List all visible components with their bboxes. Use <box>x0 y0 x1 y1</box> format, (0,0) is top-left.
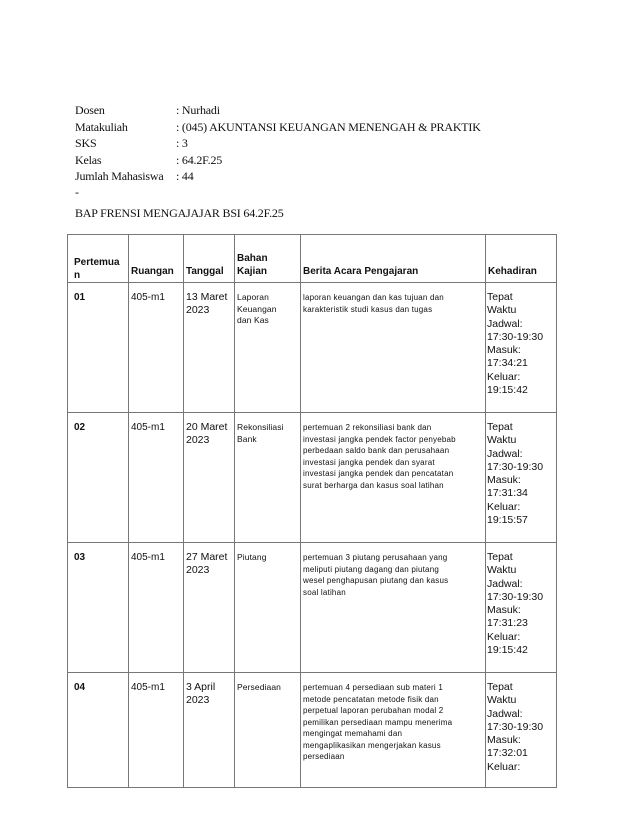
bahan-line: dan Kas <box>237 315 269 325</box>
dosen-value: : Nurhadi <box>176 103 220 117</box>
bahan-kajian-cell <box>235 283 301 413</box>
bahan-kajian-cell <box>235 543 301 673</box>
kehadiran-line: Masuk: <box>487 734 521 747</box>
berita-line: perpetual laporan perubahan modal 2 <box>303 706 444 715</box>
info-dash: - <box>75 184 79 199</box>
table-header-row <box>68 235 557 283</box>
berita-acara-cell <box>301 413 486 543</box>
kehadiran-line: 17:31:23 <box>487 617 528 630</box>
bahan-line: Keuangan <box>237 303 277 314</box>
kehadiran-line: 19:15:42 <box>487 384 528 397</box>
berita-line: meliputi piutang dagang dan piutang <box>303 564 439 574</box>
kelas-label: Kelas <box>75 152 102 167</box>
ruangan-cell: 405-m1 <box>129 543 184 673</box>
berita-acara-cell <box>301 283 486 413</box>
berita-line: investasi jangka pendek factor penyebab <box>303 434 456 444</box>
berita-line: pertemuan 2 rekonsiliasi bank dan <box>303 423 432 432</box>
berita-line: laporan keuangan dan kas tujuan dan <box>303 293 444 302</box>
info-row-sks <box>75 135 481 152</box>
kehadiran-line: Waktu <box>487 304 517 317</box>
kehadiran-line: Jadwal: <box>487 317 523 330</box>
table-row <box>68 283 557 413</box>
berita-line: metode pencatatan metode fisik dan <box>303 694 439 704</box>
kehadiran-line: 17:34:21 <box>487 357 528 370</box>
pertemuan-cell: 01 <box>68 283 129 413</box>
kehadiran-line: 17:31:34 <box>487 487 528 500</box>
bap-title: BAP FRENSI MENGAJAJAR BSI 64.2F.25 <box>75 206 284 220</box>
berita-line: investasi jangka pendek dan syarat <box>303 457 435 467</box>
tanggal-cell <box>184 413 235 543</box>
kehadiran-line: Keluar: <box>487 630 521 643</box>
berita-line: surat berharga dan kasus soal latihan <box>303 480 444 490</box>
berita-acara-cell <box>301 673 486 788</box>
header-bahan-line-1: Bahan <box>237 253 268 264</box>
kehadiran-line: Waktu <box>487 564 517 577</box>
header-pertemuan <box>68 235 129 283</box>
bahan-line: Piutang <box>237 552 267 562</box>
table-row <box>68 673 557 788</box>
kehadiran-line: Keluar: <box>487 500 521 513</box>
tanggal-line: 2023 <box>186 434 210 446</box>
kehadiran-line: 17:30-19:30 <box>487 460 544 473</box>
tanggal-line: 3 April <box>186 681 216 693</box>
berita-line: mengingat memahami dan <box>303 729 403 738</box>
berita-line: pemilikan persediaan mampu menerima <box>303 717 453 727</box>
matakuliah-label: Matakuliah <box>75 119 128 134</box>
header-ruangan: Ruangan <box>129 235 184 283</box>
berita-line: pertemuan 3 piutang perusahaan yang <box>303 553 448 562</box>
kehadiran-line: Jadwal: <box>487 577 523 590</box>
jumlah-label: Jumlah Mahasiswa <box>75 169 164 183</box>
berita-line: investasi jangka pendek dan pencatatan <box>303 469 454 478</box>
kehadiran-cell <box>486 283 557 413</box>
sks-label: SKS <box>75 136 97 150</box>
berita-line: karakteristik studi kasus dan tugas <box>303 304 433 314</box>
kehadiran-line: Keluar: <box>487 760 521 773</box>
tanggal-line: 2023 <box>186 694 210 706</box>
kehadiran-line: Jadwal: <box>487 447 523 460</box>
kehadiran-line: Waktu <box>487 434 517 447</box>
sks-value: : 3 <box>176 136 188 150</box>
table-row <box>68 543 557 673</box>
kehadiran-line: Tepat <box>487 681 513 693</box>
berita-acara-cell <box>301 543 486 673</box>
header-tanggal: Tanggal <box>184 235 235 283</box>
kehadiran-line: 17:30-19:30 <box>487 330 544 343</box>
berita-line: mengaplikasikan mengerjakan kasus <box>303 740 441 750</box>
ruangan-cell: 405-m1 <box>129 413 184 543</box>
ruangan-cell: 405-m1 <box>129 283 184 413</box>
bahan-kajian-cell <box>235 673 301 788</box>
pertemuan-cell: 02 <box>68 413 129 543</box>
dosen-label: Dosen <box>75 103 105 117</box>
bahan-line: Persediaan <box>237 682 282 692</box>
kehadiran-cell <box>486 673 557 788</box>
bahan-line: Rekonsiliasi <box>237 422 284 432</box>
bahan-kajian-cell <box>235 413 301 543</box>
kehadiran-line: Masuk: <box>487 344 521 357</box>
bahan-line: Laporan <box>237 292 269 302</box>
kehadiran-line: Masuk: <box>487 474 521 487</box>
jumlah-value: : 44 <box>176 169 194 183</box>
kehadiran-line: Masuk: <box>487 604 521 617</box>
tanggal-line: 27 Maret <box>186 551 228 563</box>
info-row-dosen <box>75 102 481 119</box>
tanggal-cell <box>184 283 235 413</box>
kehadiran-line: Keluar: <box>487 370 521 383</box>
info-row-jumlah <box>75 168 481 185</box>
kelas-value: : 64.2F.25 <box>176 152 223 167</box>
kehadiran-line: 19:15:57 <box>487 514 528 527</box>
header-kehadiran: Kehadiran <box>486 235 557 283</box>
bap-table <box>67 234 557 788</box>
pertemuan-cell: 04 <box>68 673 129 788</box>
berita-line: perbedaan saldo bank dan perusahaan <box>303 446 450 455</box>
kehadiran-line: Waktu <box>487 694 517 707</box>
header-pertemuan-line-1: Pertemua <box>74 257 120 268</box>
header-bahan-line-2: Kajian <box>237 266 268 277</box>
tanggal-cell <box>184 673 235 788</box>
kehadiran-line: Tepat <box>487 551 513 563</box>
matakuliah-value: : (045) AKUNTANSI KEUANGAN MENENGAH & PRAKTIK <box>176 119 481 134</box>
kehadiran-line: Tepat <box>487 291 513 303</box>
header-pertemuan-line-2: n <box>74 270 81 281</box>
kehadiran-line: 17:30-19:30 <box>487 590 544 603</box>
tanggal-line: 2023 <box>186 564 210 576</box>
tanggal-line: 20 Maret <box>186 421 228 433</box>
header-berita-acara: Berita Acara Pengajaran <box>301 235 486 283</box>
kehadiran-line: 17:32:01 <box>487 747 528 760</box>
tanggal-cell <box>184 543 235 673</box>
lecture-info <box>75 102 481 199</box>
ruangan-cell: 405-m1 <box>129 673 184 788</box>
kehadiran-line: Jadwal: <box>487 707 523 720</box>
kehadiran-line: 19:15:42 <box>487 644 528 657</box>
berita-line: soal latihan <box>303 587 346 597</box>
berita-line: pertemuan 4 persediaan sub materi 1 <box>303 683 443 692</box>
info-row-kelas <box>75 152 481 169</box>
kehadiran-cell <box>486 413 557 543</box>
bahan-line: Bank <box>237 433 257 444</box>
kehadiran-cell <box>486 543 557 673</box>
header-bahan-kajian <box>235 235 301 283</box>
kehadiran-line: 17:30-19:30 <box>487 720 544 733</box>
pertemuan-cell: 03 <box>68 543 129 673</box>
berita-line: wesel penghapusan piutang dan kasus <box>303 576 449 585</box>
table-row <box>68 413 557 543</box>
tanggal-line: 2023 <box>186 304 210 316</box>
tanggal-line: 13 Maret <box>186 291 228 303</box>
info-row-matakuliah <box>75 119 481 136</box>
berita-line: persediaan <box>303 752 345 761</box>
kehadiran-line: Tepat <box>487 421 513 433</box>
